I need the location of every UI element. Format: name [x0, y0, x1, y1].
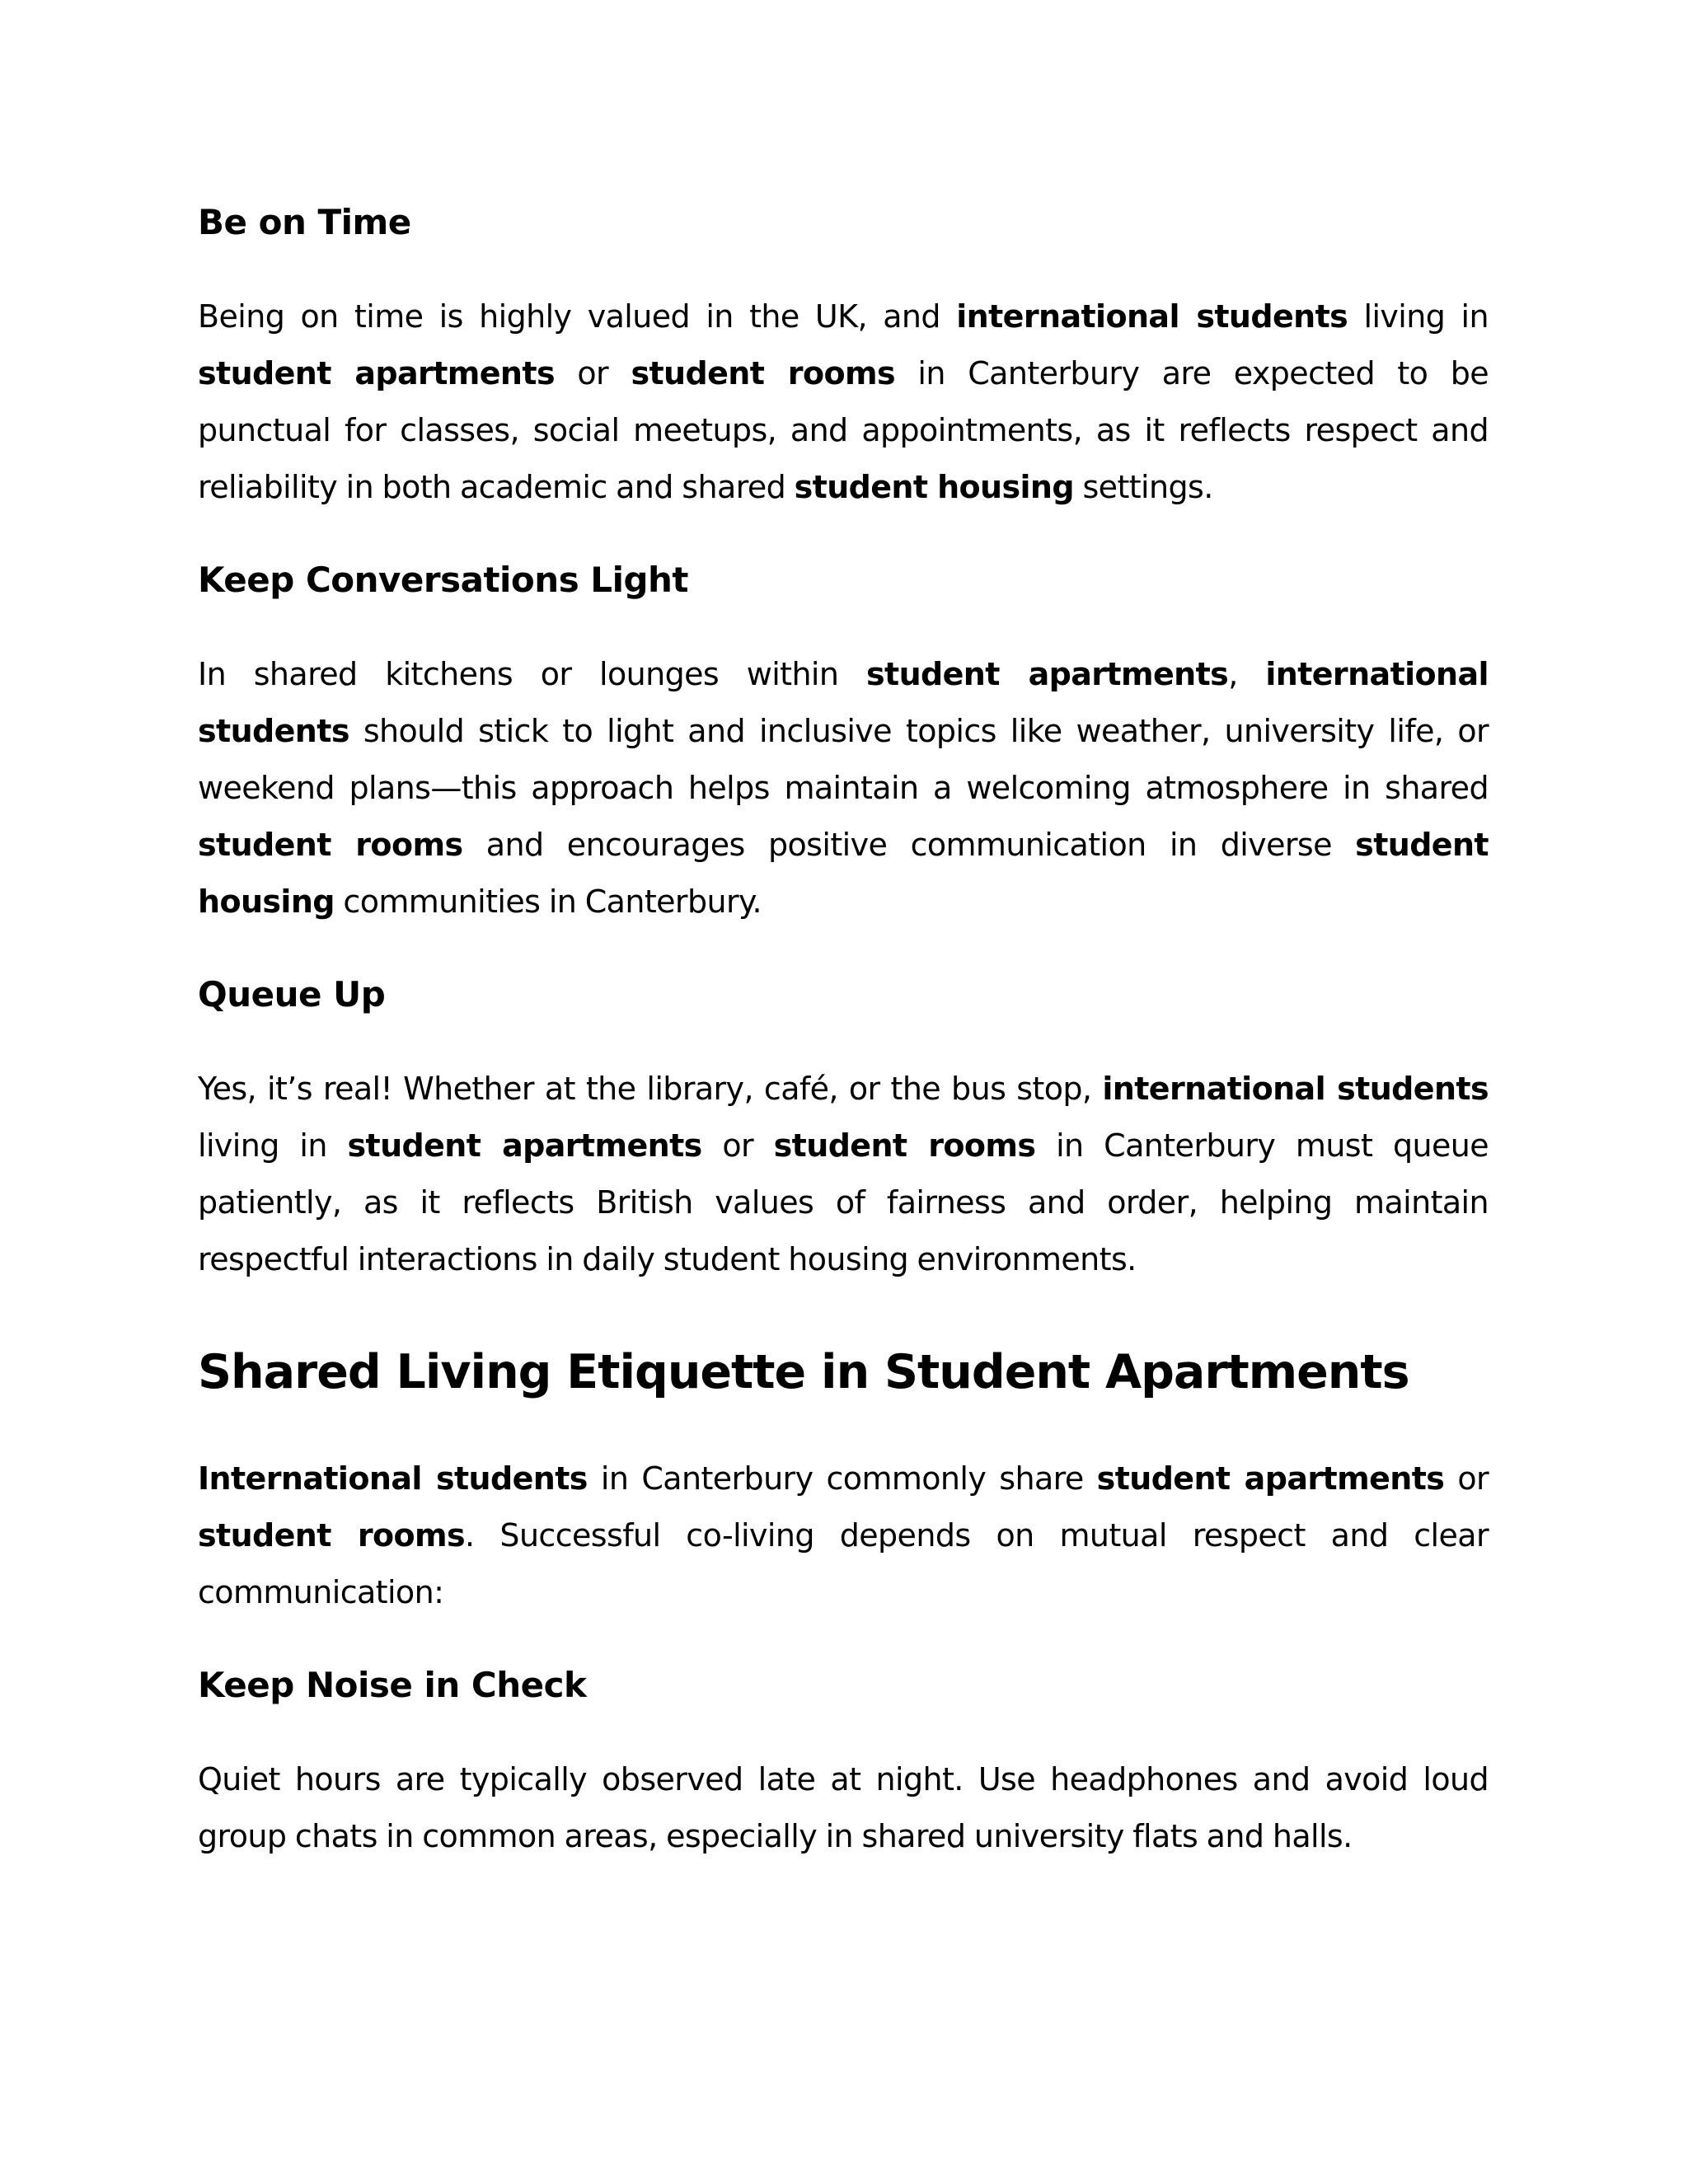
text-run: In shared kitchens or lounges within: [198, 656, 866, 692]
bold-keyword: student rooms: [773, 1127, 1036, 1164]
text-run: Yes, it’s real! Whether at the library, café, or the bus stop,: [198, 1071, 1103, 1107]
bold-keyword: student apartments: [198, 355, 555, 391]
paragraph-shared-living: [198, 1451, 1489, 1621]
text-run: should stick to light and inclusive topics like weather, university life, or weekend plans—this approach helps maintain a welcoming atmosphere in shared: [198, 713, 1489, 806]
bold-keyword: student rooms: [198, 827, 463, 863]
paragraph-be-on-time: [198, 288, 1489, 516]
text-run: or: [1444, 1460, 1489, 1497]
bold-keyword: student apartments: [1096, 1460, 1445, 1497]
text-run: in Canterbury are expected to be punctual for classes, social meetups, and appointments, as it reflects respect and reliability in both academic and shared: [198, 355, 1489, 505]
document-page: [198, 198, 1489, 1865]
text-run: or: [554, 355, 631, 391]
heading-keep-noise-in-check: Keep Noise in Check: [198, 1665, 587, 1705]
bold-keyword: student housing: [198, 827, 1489, 920]
text-run: Quiet hours are typically observed late at night. Use headphones and avoid loud group chats in common areas, especially in shared university flats and halls.: [198, 1761, 1489, 1854]
heading-be-on-time: Be on Time: [198, 202, 411, 242]
bold-keyword: student rooms: [631, 355, 895, 391]
heading-keep-conversations-light: Keep Conversations Light: [198, 560, 689, 600]
section-heading-shared-living: Shared Living Etiquette in Student Apartments: [198, 1345, 1409, 1399]
heading-queue-up: Queue Up: [198, 974, 386, 1015]
bold-keyword: international students: [956, 298, 1348, 335]
text-run: ,: [1228, 656, 1266, 692]
text-run: living in: [198, 1127, 348, 1164]
text-run: . Successful co-living depends on mutual respect and clear communication:: [198, 1517, 1489, 1610]
text-run: living in: [1348, 298, 1489, 335]
text-run: in Canterbury must queue patiently, as it reflects British values of fairness and order, helping maintain respectful interactions in daily student housing environments.: [198, 1127, 1489, 1277]
paragraph-keep-conversations-light: [198, 646, 1489, 930]
bold-keyword: student rooms: [198, 1517, 466, 1554]
text-run: or: [701, 1127, 774, 1164]
bold-keyword: student housing: [794, 469, 1074, 505]
text-run: and encourages positive communication in diverse: [462, 827, 1356, 863]
paragraph-keep-noise-in-check: [198, 1751, 1489, 1865]
text-run: settings.: [1073, 469, 1213, 505]
text-run: in Canterbury commonly share: [587, 1460, 1097, 1497]
text-run: communities in Canterbury.: [334, 883, 762, 920]
paragraph-queue-up: [198, 1061, 1489, 1288]
bold-keyword: student apartments: [866, 656, 1229, 692]
text-run: Being on time is highly valued in the UK, and: [198, 298, 957, 335]
bold-keyword: International students: [198, 1460, 588, 1497]
bold-keyword: international students: [198, 656, 1489, 749]
bold-keyword: student apartments: [347, 1127, 702, 1164]
bold-keyword: international students: [1102, 1071, 1489, 1107]
